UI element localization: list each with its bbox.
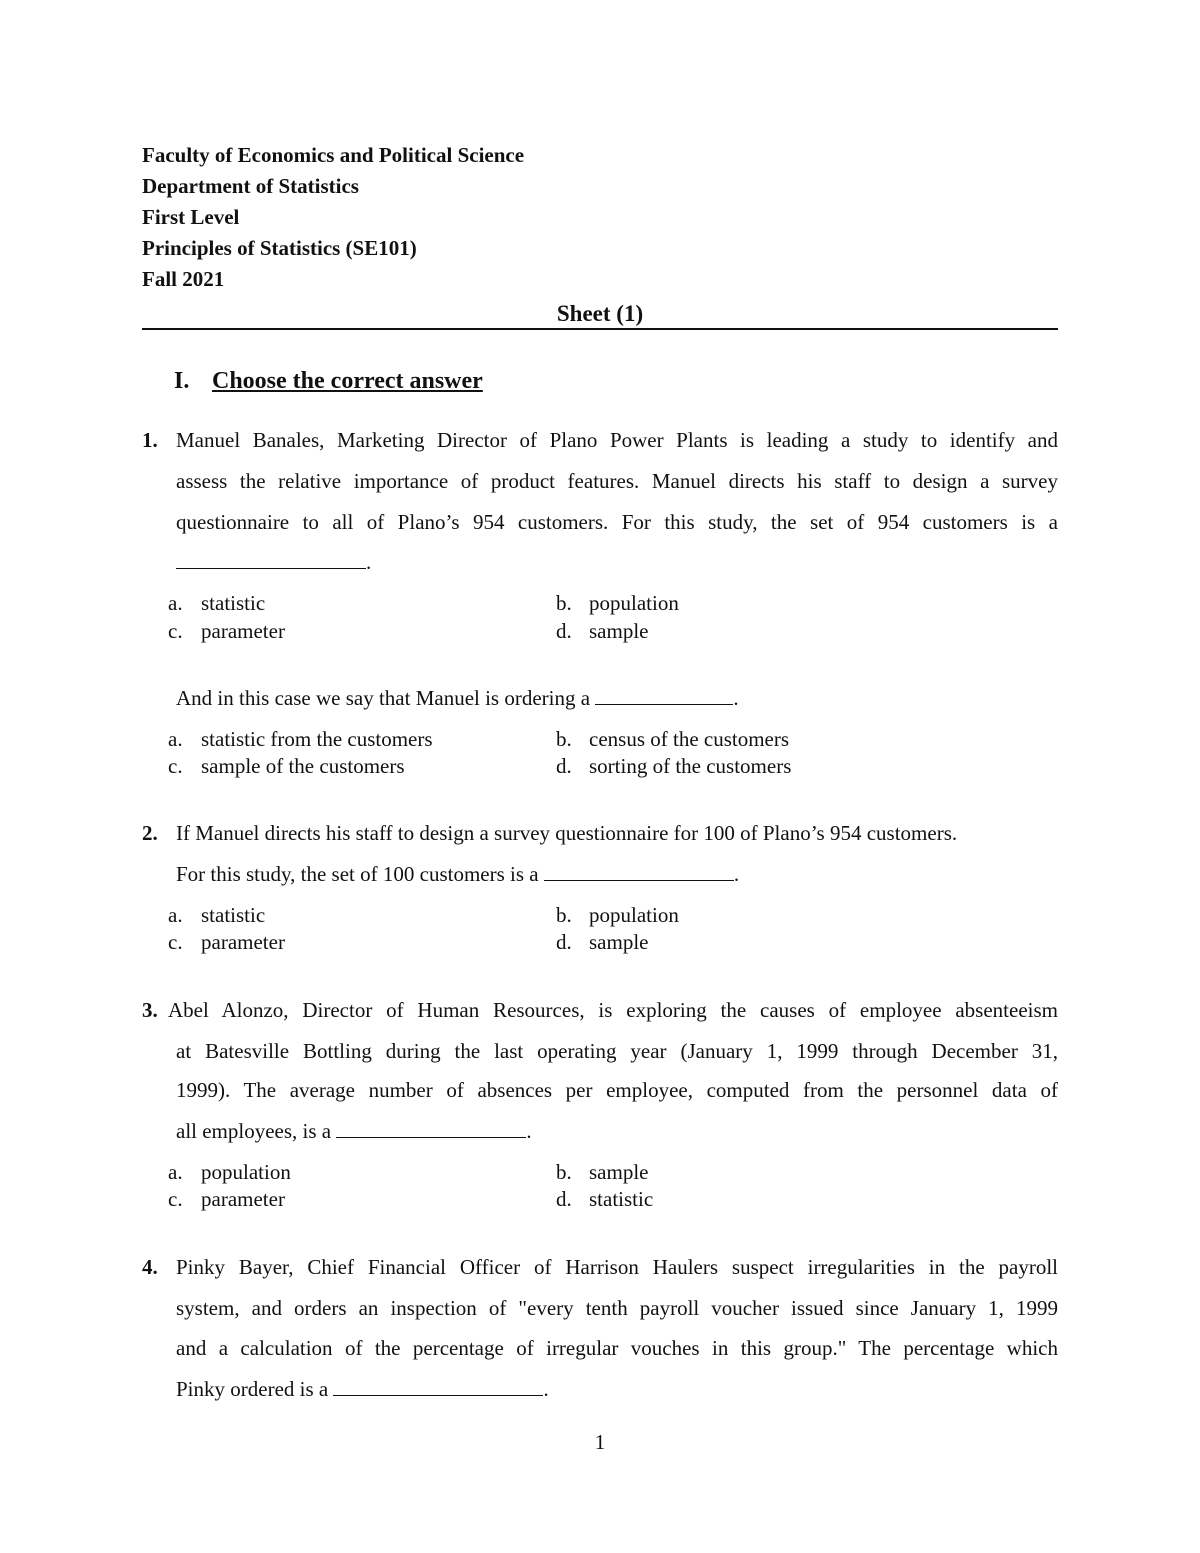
question-text-line: For this study, the set of 100 customers is a xyxy=(176,862,539,886)
section-number: I. xyxy=(174,368,190,394)
faculty-name: Faculty of Economics and Political Science xyxy=(142,143,525,167)
section-title: Choose the correct answer xyxy=(212,368,483,394)
question-text-line: Abel Alonzo, Director of Human Resources, is exploring the causes of employee absenteeism xyxy=(168,998,1058,1022)
question-number: 2. xyxy=(142,821,158,845)
document-page: Faculty of Economics and Political Science Department of Statistics First Level Principles of Statistics (SE101) Fall 2021 Sheet (1) I. Choose the correct answer 1. Manuel Banales, Marketing Director of Plano Power Plants is leading a study to identify and assess the relative importance of product features. Manuel directs his staff to design a survey questionnaire to all of Plano’s 954 customers. For this study, the set of 954 customers is a . a. statistic b. population c. parameter d. sample And in this case we say that Manuel is ordering a . a. statistic from the customers b. census of the customers c. sample of the customers d. sorting of the customers 2. If Manuel directs his staff to design a survey questionnaire for 100 of Plano’s 954 customers. For this study, the set of 100 customers is a . a. statistic b. population c. parameter d. sample 3. Abel Alonzo, Director of Human Resources, is exploring the causes of employee absenteeism at Batesville Bottling during the last operating year (January 1, 1999 through December 31, 1999). The average number of absences per employee, computed from the personnel data of all employees, is a . a. population b. sample c. parameter d. statistic 4. Pinky Bayer, Chief Financial Officer of Harrison Haulers suspect irregularities in the payroll system, and orders an inspection of "every tenth payroll voucher issued since January 1, 1999 and a calculation of the percentage of irregular vouches in this group." The percentage which Pinky ordered is a . 1 xyxy=(0,0,1200,1553)
question-text-line: Manuel Banales, Marketing Director of Plano Power Plants is leading a study to identify and xyxy=(176,428,1058,452)
option-b[interactable]: b. population xyxy=(556,591,679,615)
answer-blank[interactable] xyxy=(544,862,734,881)
department-name: Department of Statistics xyxy=(142,174,359,198)
option-d[interactable]: d. sample xyxy=(556,930,649,954)
title-divider xyxy=(142,328,1058,330)
question-number: 4. xyxy=(142,1255,158,1279)
option-a[interactable]: a. statistic from the customers xyxy=(168,727,433,751)
sheet-title: Sheet (1) xyxy=(556,301,644,326)
answer-blank[interactable] xyxy=(176,550,366,569)
document-header xyxy=(142,140,524,295)
option-c[interactable]: c. parameter xyxy=(168,619,285,643)
question-text-line: Pinky ordered is a xyxy=(176,1377,329,1401)
question-number: 1. xyxy=(142,428,158,452)
question-text-line: Pinky Bayer, Chief Financial Officer of Harrison Haulers suspect irregularities in the payroll xyxy=(176,1255,1058,1279)
question-text-line: all employees, is a xyxy=(176,1119,332,1143)
option-a[interactable]: a. population xyxy=(168,1160,291,1184)
answer-blank[interactable] xyxy=(333,1377,543,1396)
question-text-line: at Batesville Bottling during the last operating year (January 1, 1999 through December 31, xyxy=(176,1039,1058,1063)
followup-text: And in this case we say that Manuel is ordering a xyxy=(176,686,591,710)
question-number: 3. xyxy=(142,998,158,1022)
option-d[interactable]: d. statistic xyxy=(556,1187,654,1211)
option-d[interactable]: d. sorting of the customers xyxy=(556,754,792,778)
option-b[interactable]: b. sample xyxy=(556,1160,649,1184)
option-c[interactable]: c. sample of the customers xyxy=(168,754,405,778)
option-a[interactable]: a. statistic xyxy=(168,903,266,927)
course-title: Principles of Statistics (SE101) xyxy=(142,236,417,260)
option-b[interactable]: b. census of the customers xyxy=(556,727,790,751)
answer-blank[interactable] xyxy=(595,686,733,705)
question-text-line: assess the relative importance of product features. Manuel directs his staff to design a survey xyxy=(176,469,1058,493)
answer-blank-line: . xyxy=(176,550,371,575)
question-text-line: If Manuel directs his staff to design a survey questionnaire for 100 of Plano’s 954 customers. xyxy=(176,821,958,845)
option-c[interactable]: c. parameter xyxy=(168,930,285,954)
question-text-line: questionnaire to all of Plano’s 954 customers. For this study, the set of 954 customers is a xyxy=(176,510,1058,534)
page-number: 1 xyxy=(594,1430,606,1454)
option-a[interactable]: a. statistic xyxy=(168,591,266,615)
answer-blank[interactable] xyxy=(336,1119,526,1138)
option-b[interactable]: b. population xyxy=(556,903,679,927)
question-text-line: system, and orders an inspection of "every tenth payroll voucher issued since January 1, 1999 xyxy=(176,1296,1058,1320)
option-d[interactable]: d. sample xyxy=(556,619,649,643)
level-label: First Level xyxy=(142,205,240,229)
question-text-line: and a calculation of the percentage of irregular vouches in this group." The percentage which xyxy=(176,1336,1058,1360)
question-text-line: 1999). The average number of absences per employee, computed from the personnel data of xyxy=(176,1078,1058,1102)
option-c[interactable]: c. parameter xyxy=(168,1187,285,1211)
term-label: Fall 2021 xyxy=(142,267,225,291)
